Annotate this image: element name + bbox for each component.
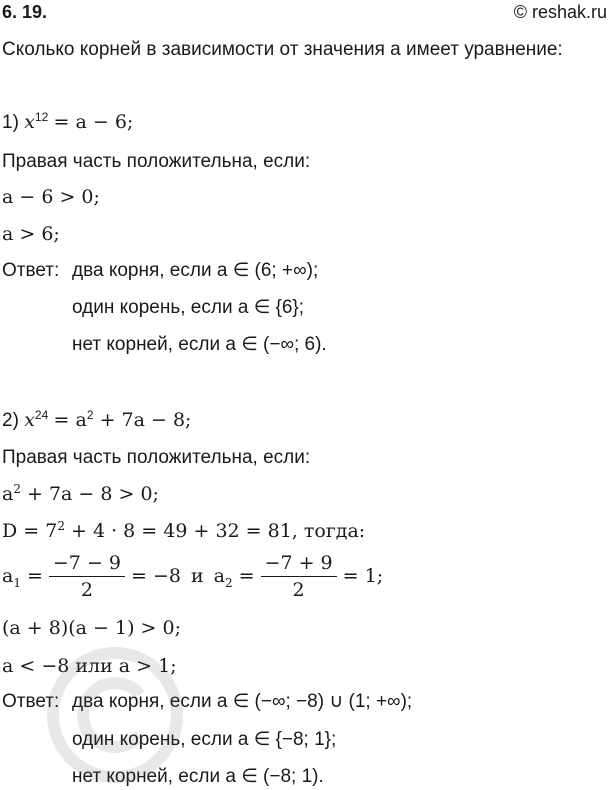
part2-answer-label: Ответ: bbox=[2, 691, 60, 712]
a1-value: = −8 bbox=[131, 565, 181, 587]
site-credit: © reshak.ru bbox=[513, 2, 607, 22]
part1-inequality: a − 6 > 0; bbox=[2, 186, 100, 208]
a2-numerator: −7 + 9 bbox=[261, 552, 337, 577]
part2-answer-one-root: один корень, если a ∈ {−8; 1}; bbox=[72, 729, 337, 750]
part2-answer-two-roots: два корня, если a ∈ (−∞; −8) ∪ (1; +∞); bbox=[72, 691, 413, 712]
part2-rhs-a: = a bbox=[53, 409, 87, 431]
part2-ineq-exponent: 2 bbox=[13, 482, 21, 496]
part2-factored: (a + 8)(a − 1) > 0; bbox=[2, 617, 181, 639]
question-text: Сколько корней в зависимости от значения a имеет уравнение: bbox=[2, 39, 563, 60]
part2-equation bbox=[2, 408, 191, 433]
part1-answer-one-root: один корень, если a ∈ {6}; bbox=[72, 297, 305, 318]
a1-subscript: 1 bbox=[13, 576, 21, 590]
part2-number: 2) bbox=[2, 410, 19, 431]
a2-subscript: 2 bbox=[224, 576, 233, 590]
a2-symbol: a bbox=[213, 565, 225, 587]
part2-solution: a < −8 или a > 1; bbox=[2, 655, 177, 677]
a1-equals: = bbox=[26, 565, 43, 587]
part2-rhs-b: + 7a − 8; bbox=[93, 409, 192, 431]
a2-denominator: 2 bbox=[292, 578, 305, 601]
part1-answer-no-roots: нет корней, если a ∈ (−∞; 6). bbox=[72, 334, 327, 355]
part2-disc-exponent: 2 bbox=[57, 519, 65, 533]
part1-answer-label: Ответ: bbox=[2, 260, 60, 281]
a2-value: = 1; bbox=[342, 565, 384, 587]
part2-ineq-b: + 7a − 8 > 0; bbox=[20, 483, 159, 505]
part1-answer-two-roots: два корня, если a ∈ (6; +∞); bbox=[72, 260, 319, 281]
part1-condition-label: Правая часть положительна, если: bbox=[2, 151, 311, 172]
a1-numerator: −7 − 9 bbox=[49, 552, 125, 577]
part1-exponent: 12 bbox=[34, 110, 49, 124]
part2-discriminant bbox=[2, 519, 365, 543]
part2-disc-b: + 4 · 8 = 49 + 32 = 81, тогда: bbox=[64, 520, 366, 542]
part2-roots-formula bbox=[2, 548, 383, 604]
problem-number: 6. 19. bbox=[2, 2, 48, 22]
a2-fraction bbox=[261, 552, 337, 601]
part2-ineq-a: a bbox=[2, 483, 14, 505]
a1-symbol: a bbox=[2, 565, 14, 587]
part2-condition-label: Правая часть положительна, если: bbox=[2, 447, 311, 468]
part2-exponent: 24 bbox=[34, 408, 49, 422]
part2-variable: x bbox=[24, 409, 35, 431]
and-word: и bbox=[190, 565, 204, 587]
part2-inequality bbox=[2, 482, 159, 506]
a2-equals: = bbox=[238, 565, 255, 587]
part1-inequality-solved: a > 6; bbox=[2, 223, 60, 245]
part1-number: 1) bbox=[2, 112, 19, 133]
part2-rhs-exponent: 2 bbox=[86, 408, 94, 422]
part2-answer-no-roots: нет корней, если a ∈ (−8; 1). bbox=[72, 766, 324, 787]
part2-disc-a: D = 7 bbox=[2, 520, 58, 542]
part1-equation bbox=[2, 110, 133, 135]
part1-variable: x bbox=[24, 111, 35, 133]
a1-denominator: 2 bbox=[80, 578, 93, 601]
a1-fraction bbox=[49, 552, 125, 601]
part1-rhs: = a − 6; bbox=[53, 111, 134, 133]
